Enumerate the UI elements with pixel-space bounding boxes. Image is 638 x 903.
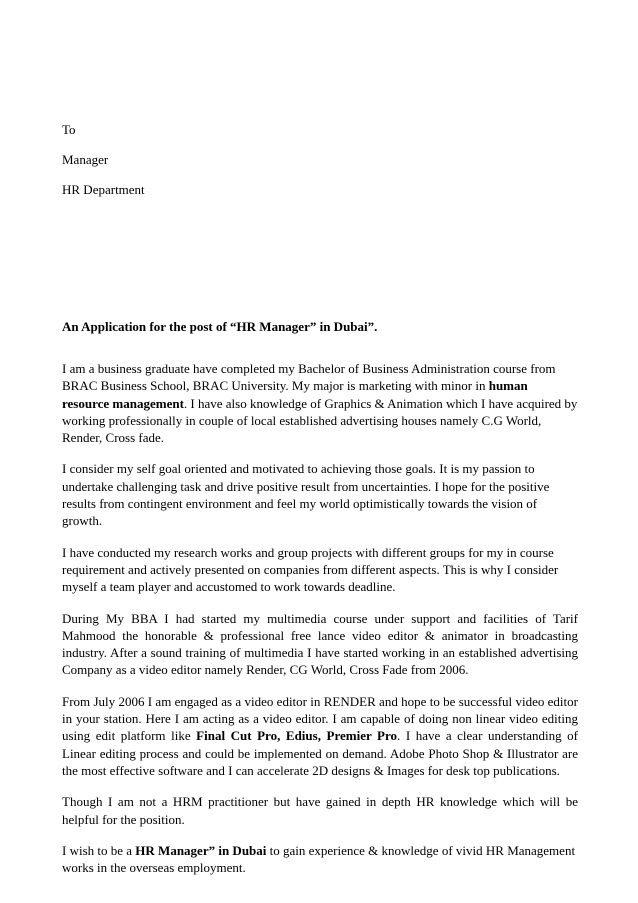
paragraph-video-editor-text-1: From July 2006 I am engaged as a video editor in RENDER and hope to be successful video editor in your station. Here I am acting as a video editor. I am capable of doing non linear video editing using edit platform like	[62, 693, 578, 744]
recipient-to: To	[62, 122, 76, 137]
paragraph-multimedia: During My BBA I had started my multimedia course under support and facilities of Tarif Mahmood the honorable & professional free lance video editor & animator in broadcasting industry. After a sound training of multimedia I have started working in an established advertising Company as a video editor namely Render, CG World, Cross Fade from 2006.	[62, 610, 578, 678]
recipient-title: Manager	[62, 152, 109, 167]
paragraph-motivation: I consider my self goal oriented and motivated to achieving those goals. It is my passion to undertake challenging task and drive positive result from uncertainties. I hope for the positive results from contingent environment and feel my world optimistically towards the vision of growth.	[62, 461, 550, 529]
paragraph-closing	[62, 842, 578, 877]
paragraph-hr-knowledge: Though I am not a HRM practitioner but have gained in depth HR knowledge which will be helpful for the position.	[62, 794, 578, 827]
paragraph-closing-bold: HR Manager” in Dubai	[135, 842, 267, 858]
paragraph-education-bold: human resource management	[62, 378, 528, 411]
paragraph-education-text-2: . I have also knowledge of Graphics & Animation which I have acquired by working professionally in couple of local established advertising houses namely C.G World, Render, Cross fade.	[62, 395, 578, 446]
paragraph-closing-text-2: to gain experience & knowledge of vivid HR Management works in the overseas employment.	[62, 842, 576, 876]
paragraph-education-text-1: I am a business graduate have completed my Bachelor of Business Administration course from BRAC Business School, BRAC University. My major is marketing with minor in	[62, 361, 556, 394]
paragraph-closing-text-1: I wish to be a	[62, 842, 136, 858]
paragraph-video-editor	[62, 693, 578, 779]
letter-body	[62, 360, 578, 890]
letter-subject: An Application for the post of “HR Manager” in Dubai”.	[62, 319, 378, 334]
paragraph-video-editor-text-2: . I have a clear understanding of Linear editing process and could be implemented on demand. Adobe Photo Shop & Illustrator are the most effective software and I can accelerate 2D designs & Images for desk top publications.	[62, 728, 578, 778]
recipient-department: HR Department	[62, 182, 145, 197]
paragraph-video-editor-bold: Final Cut Pro, Edius, Premier Pro	[196, 728, 398, 744]
paragraph-teamwork: I have conducted my research works and group projects with different groups for my in course requirement and actively presented on companies from different aspects. This is why I consider myself a team player and accustomed to work towards deadline.	[62, 544, 559, 595]
paragraph-education	[62, 360, 578, 446]
